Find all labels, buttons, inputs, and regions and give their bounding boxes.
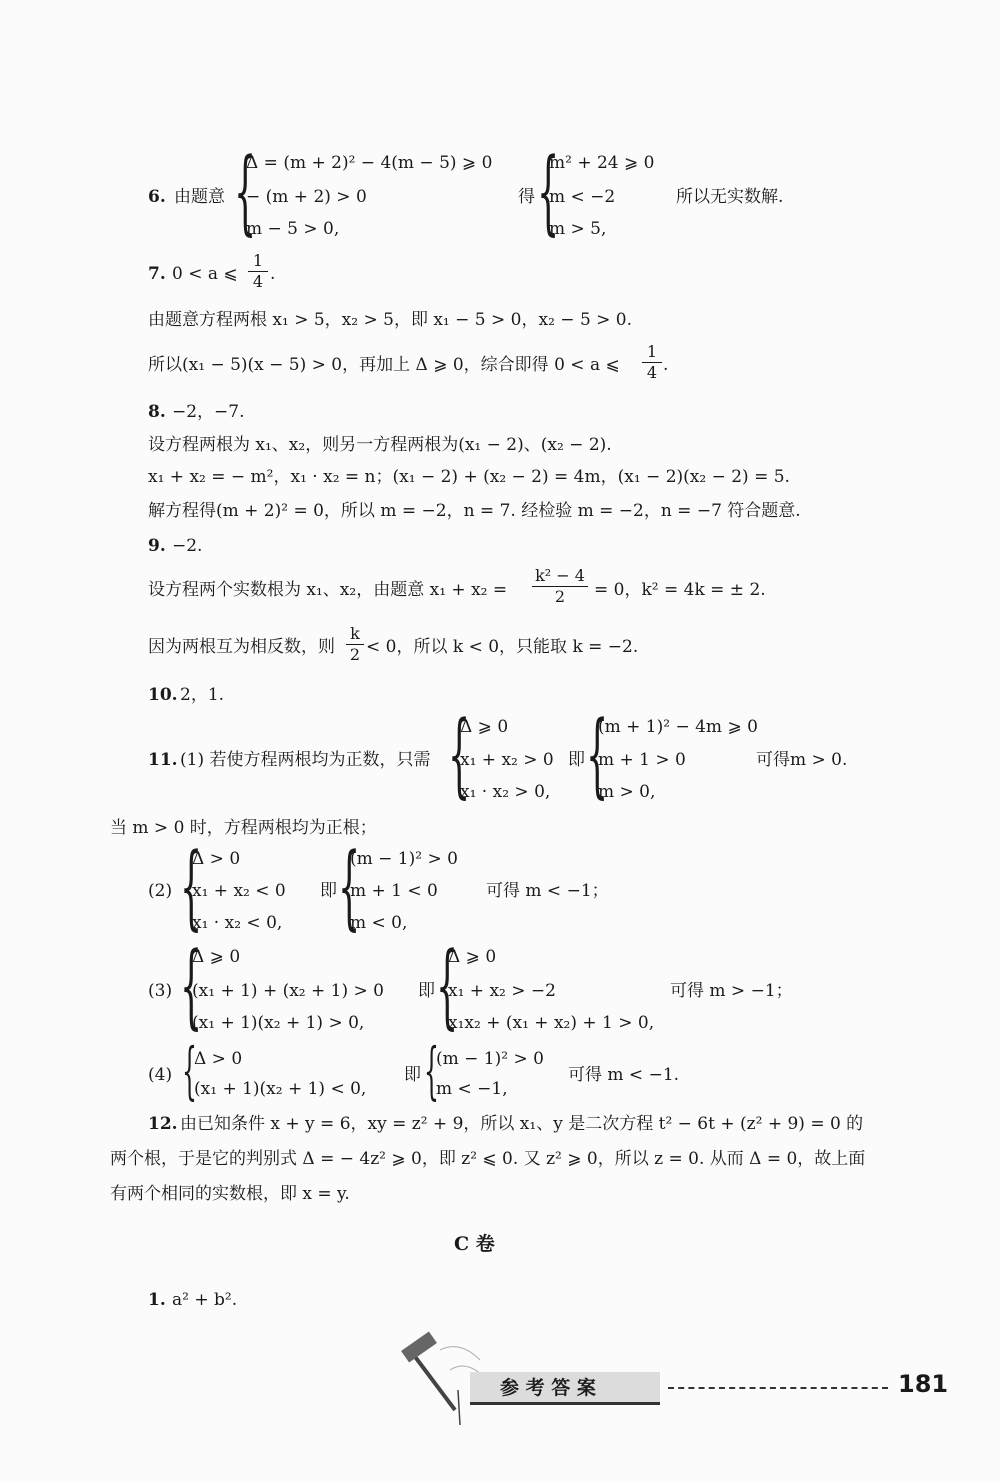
problem-8-line3: 解方程得(m + 2)² = 0，所以 m = −2，n = 7. 经检验 m = −2，n = −7 符合题意. <box>148 501 801 521</box>
footer-dashed-rule <box>668 1387 888 1389</box>
system-line: m < −2 <box>549 187 616 207</box>
problem-6-mid: 得 <box>518 187 535 207</box>
left-brace-icon: { <box>338 833 361 940</box>
problem-11-part1-mid: 即 <box>568 750 585 770</box>
problem-8-answer: −2，−7. <box>172 402 245 422</box>
system-line: x₁x₂ + (x₁ + x₂) + 1 > 0, <box>448 1013 655 1033</box>
section-c-item-number: 1. <box>148 1290 166 1310</box>
problem-11-part2-mid: 即 <box>320 881 337 901</box>
left-brace-icon: { <box>182 1034 197 1107</box>
problem-7-number: 7. <box>148 264 166 284</box>
problem-11-part3-label: (3) <box>148 981 173 1001</box>
left-brace-icon: { <box>180 833 203 940</box>
problem-9-line1-tail: = 0，k² = 4k = ± 2. <box>594 580 766 600</box>
system-line: Δ > 0 <box>194 1049 243 1069</box>
problem-8-number: 8. <box>148 402 166 422</box>
problem-11-part1-lead: (1) 若使方程两根均为正数，只需 <box>180 750 431 770</box>
problem-10-answer: 2，1. <box>180 685 225 705</box>
fraction: 1 4 <box>248 252 268 291</box>
system-line: m > 0, <box>598 782 656 802</box>
system-line: − (m + 2) > 0 <box>246 187 367 207</box>
problem-6-tail: 所以无实数解. <box>676 187 784 207</box>
problem-12-line3: 有两个相同的实数根，即 x = y. <box>110 1184 350 1204</box>
problem-12-number: 12. <box>148 1114 178 1134</box>
section-c-item-answer: a² + b². <box>172 1290 238 1310</box>
system-line: x₁ + x₂ > 0 <box>460 750 554 770</box>
period: . <box>663 355 669 375</box>
system-line: (x₁ + 1)(x₂ + 1) < 0, <box>194 1079 367 1099</box>
left-brace-icon: { <box>180 932 203 1039</box>
problem-11-part2-label: (2) <box>148 881 173 901</box>
system-line: Δ ⩾ 0 <box>192 947 241 967</box>
problem-12-line2: 两个根，于是它的判别式 Δ = − 4z² ⩾ 0，即 z² ⩽ 0. 又 z² ⩾ 0，所以 z = 0. 从而 Δ = 0，故上面 <box>110 1149 866 1169</box>
problem-11-part3-tail: 可得 m > −1； <box>670 981 793 1001</box>
problem-9-line2: 因为两根互为相反数，则 <box>148 637 335 657</box>
problem-11-part4-mid: 即 <box>404 1065 421 1085</box>
system-line: Δ = (m + 2)² − 4(m − 5) ⩾ 0 <box>246 153 493 173</box>
system-line: m − 5 > 0, <box>246 219 340 239</box>
system-line: m + 1 < 0 <box>350 881 438 901</box>
section-heading: C 卷 <box>454 1233 495 1255</box>
problem-11-part4-label: (4) <box>148 1065 173 1085</box>
system-line: (m − 1)² > 0 <box>436 1049 544 1069</box>
problem-11-part1-note: 当 m > 0 时，方程两根均为正根； <box>110 818 377 838</box>
left-brace-icon: { <box>448 701 471 808</box>
system-line: Δ ⩾ 0 <box>460 717 509 737</box>
system-line: (x₁ + 1) + (x₂ + 1) > 0 <box>192 981 384 1001</box>
system-line: Δ > 0 <box>192 849 241 869</box>
system-line: m > 5, <box>549 219 607 239</box>
left-brace-icon: { <box>436 932 459 1039</box>
system-line: x₁ + x₂ < 0 <box>192 881 286 901</box>
system-line: x₁ · x₂ < 0, <box>192 913 283 933</box>
system-line: m < 0, <box>350 913 408 933</box>
footer-label: 参 考 答 案 <box>500 1377 596 1399</box>
problem-9-answer: −2. <box>172 536 203 556</box>
problem-6-lead: 由题意 <box>174 187 225 207</box>
fraction: 1 4 <box>642 343 662 382</box>
system-line: m + 1 > 0 <box>598 750 686 770</box>
problem-7-line1: 由题意方程两根 x₁ > 5，x₂ > 5，即 x₁ − 5 > 0，x₂ − 5 > 0. <box>148 310 633 330</box>
fraction: k² − 4 2 <box>532 567 588 606</box>
page-number: 181 <box>898 1370 949 1398</box>
system-line: x₁ · x₂ > 0, <box>460 782 551 802</box>
problem-8-line2: x₁ + x₂ = − m²，x₁ · x₂ = n；(x₁ − 2) + (x₂ − 2) = 4m，(x₁ − 2)(x₂ − 2) = 5. <box>148 467 790 487</box>
problem-10-number: 10. <box>148 685 178 705</box>
system-line: x₁ + x₂ > −2 <box>448 981 556 1001</box>
system-line: Δ ⩾ 0 <box>448 947 497 967</box>
system-line: (m + 1)² − 4m ⩾ 0 <box>598 717 758 737</box>
problem-9-line2-tail: < 0，所以 k < 0，只能取 k = −2. <box>366 637 639 657</box>
left-brace-icon: { <box>586 701 609 808</box>
system-line: m < −1, <box>436 1079 508 1099</box>
problem-11-part1-tail: 可得m > 0. <box>756 750 848 770</box>
problem-8-line1: 设方程两根为 x₁、x₂，则另一方程两根为(x₁ − 2)、(x₂ − 2). <box>148 435 612 455</box>
fraction: k 2 <box>346 625 364 664</box>
system-line: (m − 1)² > 0 <box>350 849 458 869</box>
problem-12-line1: 由已知条件 x + y = 6，xy = z² + 9，所以 x₁、y 是二次方程 t² − 6t + (z² + 9) = 0 的 <box>180 1114 864 1134</box>
problem-11-part4-tail: 可得 m < −1. <box>568 1065 680 1085</box>
problem-6-number: 6. <box>148 187 166 207</box>
system-line: (x₁ + 1)(x₂ + 1) > 0, <box>192 1013 365 1033</box>
problem-7-answer: 0 < a ⩽ <box>172 264 238 284</box>
left-brace-icon: { <box>537 138 560 245</box>
period: . <box>270 264 276 284</box>
left-brace-icon: { <box>424 1034 439 1107</box>
left-brace-icon: { <box>234 138 257 245</box>
problem-11-number: 11. <box>148 750 178 770</box>
system-line: m² + 24 ⩾ 0 <box>549 153 655 173</box>
problem-11-part3-mid: 即 <box>418 981 435 1001</box>
problem-9-number: 9. <box>148 536 166 556</box>
problem-11-part2-tail: 可得 m < −1； <box>486 881 609 901</box>
problem-7-line2: 所以(x₁ − 5)(x − 5) > 0，再加上 Δ ⩾ 0，综合即得 0 < a ⩽ <box>148 355 620 375</box>
problem-9-line1: 设方程两个实数根为 x₁、x₂，由题意 x₁ + x₂ = <box>148 580 508 600</box>
